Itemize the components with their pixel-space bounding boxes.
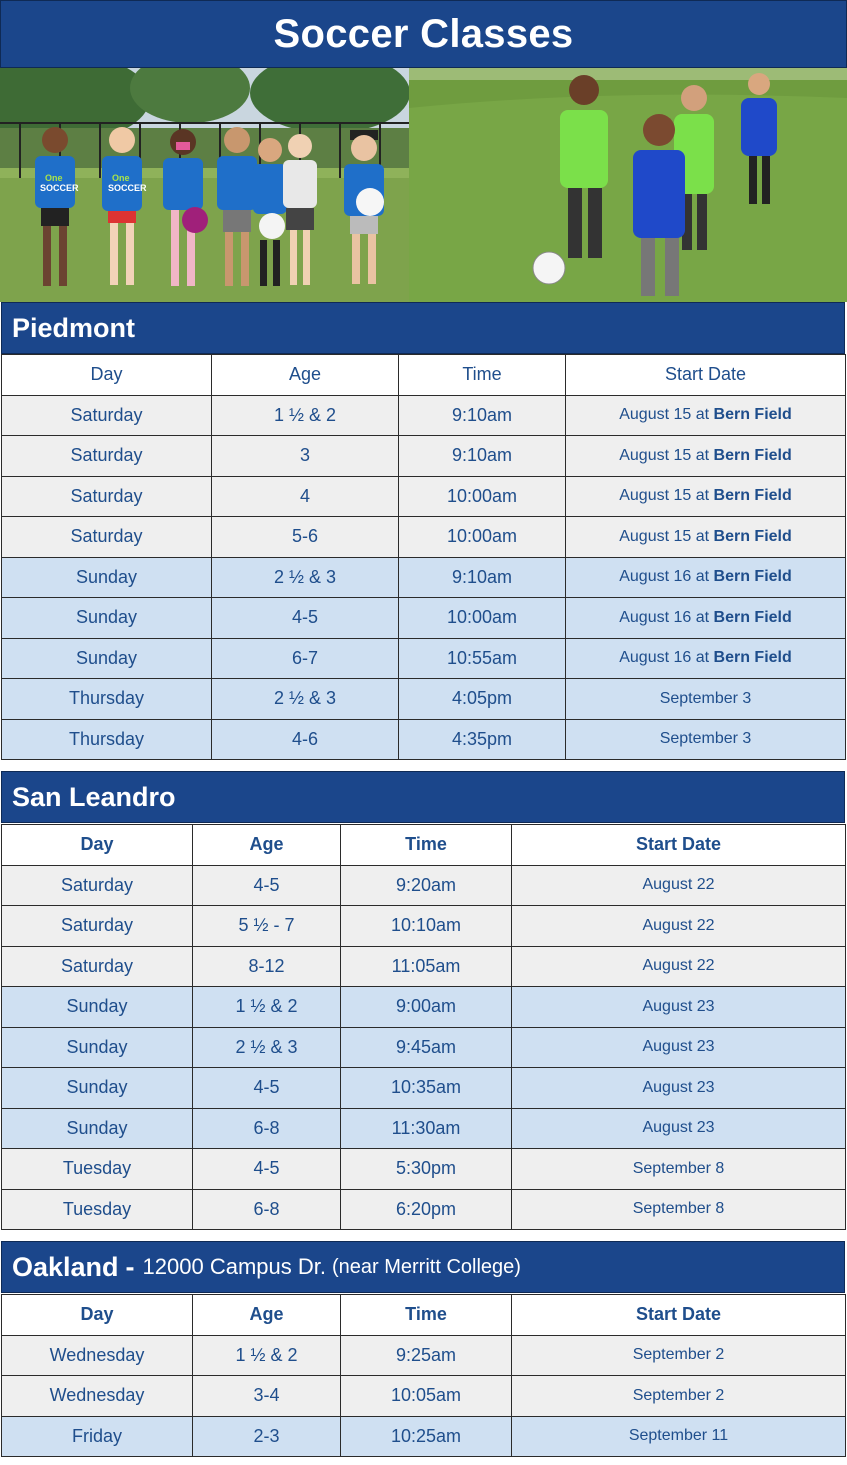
cell-time: 10:00am (399, 598, 566, 639)
cell-start-date (512, 1068, 846, 1109)
cell-time: 10:05am (341, 1376, 512, 1417)
table-row (2, 719, 846, 760)
field-name: Bern Field (713, 608, 792, 626)
cell-age: 5 ½ - 7 (193, 906, 341, 947)
cell-day: Sunday (2, 557, 212, 598)
start-date-text: August 16 at (619, 568, 714, 586)
cell-start-date (512, 987, 846, 1028)
shirt-text-soccer: SOCCER (40, 183, 79, 193)
cell-day: Tuesday (2, 1189, 193, 1230)
cell-start-date (512, 1335, 846, 1376)
cell-time: 10:35am (341, 1068, 512, 1109)
section-title: Oakland (12, 1251, 119, 1282)
cell-start-date (566, 598, 846, 639)
cell-day: Saturday (2, 906, 193, 947)
shirt-text-soccer: SOCCER (108, 183, 147, 193)
start-date-text: August 22 (642, 876, 715, 894)
cell-day: Sunday (2, 638, 212, 679)
table-row (2, 1149, 846, 1190)
table-header-row (2, 1295, 846, 1336)
table-row (2, 987, 846, 1028)
start-date-text: September 3 (659, 689, 752, 707)
cell-age: 6-8 (193, 1108, 341, 1149)
table-row (2, 1335, 846, 1376)
cell-time: 10:10am (341, 906, 512, 947)
cell-age: 4-5 (193, 1068, 341, 1109)
cell-day: Sunday (2, 598, 212, 639)
start-date-text: August 15 at (619, 446, 714, 464)
cell-age: 4 (212, 476, 399, 517)
table-row (2, 1027, 846, 1068)
cell-time: 10:25am (341, 1416, 512, 1457)
start-date-text: August 23 (642, 997, 715, 1015)
cell-time: 10:00am (399, 476, 566, 517)
column-header-age: Age (193, 825, 341, 866)
cell-age: 1 ½ & 2 (193, 987, 341, 1028)
column-header-age: Age (212, 355, 399, 396)
action-photo (409, 68, 847, 302)
column-header-day: Day (2, 1295, 193, 1336)
column-header-day: Day (2, 355, 212, 396)
cell-day: Thursday (2, 679, 212, 720)
cell-age: 2 ½ & 3 (193, 1027, 341, 1068)
table-row (2, 436, 846, 477)
cell-day: Saturday (2, 476, 212, 517)
cell-age: 4-6 (212, 719, 399, 760)
cell-time: 4:35pm (399, 719, 566, 760)
cell-age: 2-3 (193, 1416, 341, 1457)
table-row (2, 946, 846, 987)
table-body (2, 865, 846, 1230)
oakland-schedule-table (1, 1294, 846, 1457)
start-date-text: September 8 (632, 1159, 725, 1177)
cell-start-date (512, 865, 846, 906)
table-row (2, 395, 846, 436)
field-name: Bern Field (713, 568, 792, 586)
cell-time: 5:30pm (341, 1149, 512, 1190)
start-date-text: September 3 (659, 730, 752, 748)
cell-start-date (566, 679, 846, 720)
cell-start-date (512, 1416, 846, 1457)
cell-day: Wednesday (2, 1376, 193, 1417)
cell-age: 1 ½ & 2 (212, 395, 399, 436)
cell-age: 5-6 (212, 517, 399, 558)
table-header-row (2, 825, 846, 866)
cell-day: Sunday (2, 1108, 193, 1149)
section-title: Piedmont (12, 312, 136, 343)
cell-age: 4-5 (193, 865, 341, 906)
cell-age: 4-5 (212, 598, 399, 639)
cell-start-date (566, 517, 846, 558)
table-header-row (2, 355, 846, 396)
title-separator: - (125, 1251, 135, 1282)
column-header-day: Day (2, 825, 193, 866)
cell-day: Saturday (2, 395, 212, 436)
cell-age: 2 ½ & 3 (212, 557, 399, 598)
san-leandro-schedule-table (1, 824, 846, 1230)
cell-age: 6-8 (193, 1189, 341, 1230)
cell-day: Thursday (2, 719, 212, 760)
start-date-text: September 11 (628, 1427, 729, 1445)
location-address: 12000 Campus Dr. (142, 1254, 326, 1279)
shirt-text-one: One (112, 173, 130, 183)
cell-time: 11:05am (341, 946, 512, 987)
table-row (2, 865, 846, 906)
start-date-text: August 15 at (619, 527, 714, 545)
cell-time: 9:45am (341, 1027, 512, 1068)
section-header-piedmont (1, 302, 845, 354)
start-date-text: August 23 (642, 1038, 715, 1056)
field-name: Bern Field (713, 487, 792, 505)
cell-time: 9:10am (399, 436, 566, 477)
section-header-san-leandro (1, 771, 845, 823)
start-date-text: August 22 (642, 957, 715, 975)
cell-start-date (512, 946, 846, 987)
table-row (2, 906, 846, 947)
cell-age: 1 ½ & 2 (193, 1335, 341, 1376)
cell-time: 9:20am (341, 865, 512, 906)
cell-start-date (566, 476, 846, 517)
cell-start-date (512, 906, 846, 947)
start-date-text: August 16 at (619, 608, 714, 626)
table-row (2, 1189, 846, 1230)
start-date-text: August 15 at (619, 487, 714, 505)
cell-start-date (566, 719, 846, 760)
cell-time: 4:05pm (399, 679, 566, 720)
cell-time: 6:20pm (341, 1189, 512, 1230)
page-title: Soccer Classes (273, 11, 574, 56)
team-photo-illustration (0, 68, 409, 302)
table-row (2, 1416, 846, 1457)
shirt-text-one: One (45, 173, 63, 183)
cell-time: 11:30am (341, 1108, 512, 1149)
cell-start-date (512, 1376, 846, 1417)
table-row (2, 557, 846, 598)
cell-age: 8-12 (193, 946, 341, 987)
cell-start-date (512, 1108, 846, 1149)
cell-time: 10:55am (399, 638, 566, 679)
table-row (2, 1068, 846, 1109)
column-header-time: Time (399, 355, 566, 396)
cell-day: Sunday (2, 987, 193, 1028)
cell-age: 3 (212, 436, 399, 477)
cell-time: 9:25am (341, 1335, 512, 1376)
action-photo-illustration (409, 68, 847, 302)
start-date-text: September 8 (632, 1200, 725, 1218)
field-name: Bern Field (713, 649, 792, 667)
section-title: San Leandro (12, 781, 176, 812)
cell-day: Tuesday (2, 1149, 193, 1190)
cell-start-date (566, 638, 846, 679)
section-header-oakland (1, 1241, 845, 1293)
cell-age: 4-5 (193, 1149, 341, 1190)
cell-age: 2 ½ & 3 (212, 679, 399, 720)
column-header-start-date: Start Date (566, 355, 846, 396)
column-header-time: Time (341, 825, 512, 866)
cell-day: Saturday (2, 946, 193, 987)
title-banner (0, 0, 847, 68)
cell-start-date (512, 1027, 846, 1068)
field-name: Bern Field (713, 446, 792, 464)
table-row (2, 679, 846, 720)
cell-day: Saturday (2, 865, 193, 906)
cell-day: Saturday (2, 436, 212, 477)
field-name: Bern Field (713, 406, 792, 424)
field-name: Bern Field (713, 527, 792, 545)
column-header-age: Age (193, 1295, 341, 1336)
start-date-text: August 22 (642, 916, 715, 934)
cell-start-date (566, 436, 846, 477)
column-header-time: Time (341, 1295, 512, 1336)
cell-start-date (512, 1149, 846, 1190)
cell-age: 3-4 (193, 1376, 341, 1417)
team-photo (0, 68, 409, 302)
start-date-text: August 23 (642, 1078, 715, 1096)
cell-day: Sunday (2, 1027, 193, 1068)
column-header-start-date: Start Date (512, 1295, 846, 1336)
column-header-start-date: Start Date (512, 825, 846, 866)
start-date-text: September 2 (632, 1386, 725, 1404)
start-date-text: August 15 at (619, 406, 714, 424)
piedmont-schedule-table (1, 354, 846, 760)
table-row (2, 517, 846, 558)
table-body (2, 395, 846, 760)
cell-day: Wednesday (2, 1335, 193, 1376)
cell-time: 9:10am (399, 557, 566, 598)
cell-start-date (512, 1189, 846, 1230)
table-row (2, 1108, 846, 1149)
start-date-text: August 16 at (619, 649, 714, 667)
cell-day: Saturday (2, 517, 212, 558)
start-date-text: August 23 (642, 1119, 715, 1137)
cell-start-date (566, 395, 846, 436)
cell-day: Sunday (2, 1068, 193, 1109)
table-row (2, 638, 846, 679)
cell-time: 9:10am (399, 395, 566, 436)
table-row (2, 598, 846, 639)
table-row (2, 1376, 846, 1417)
table-body (2, 1335, 846, 1457)
cell-start-date (566, 557, 846, 598)
cell-time: 10:00am (399, 517, 566, 558)
cell-day: Friday (2, 1416, 193, 1457)
cell-time: 9:00am (341, 987, 512, 1028)
photo-strip (0, 68, 847, 302)
table-row (2, 476, 846, 517)
location-note: (near Merritt College) (331, 1255, 521, 1278)
start-date-text: September 2 (632, 1346, 725, 1364)
cell-age: 6-7 (212, 638, 399, 679)
